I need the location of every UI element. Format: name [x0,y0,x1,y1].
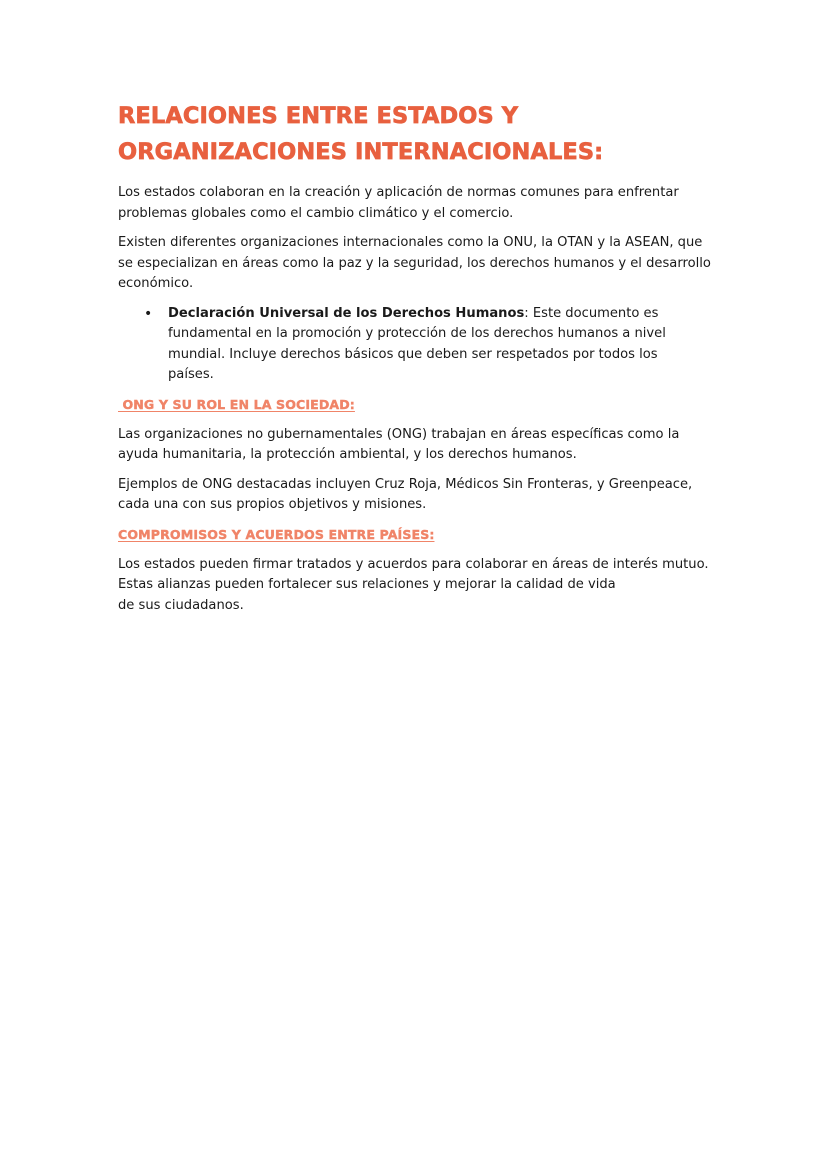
text-line: países. [168,367,214,382]
title-line-2: ORGANIZACIONES INTERNACIONALES: [118,139,604,165]
text-line: Los estados colaboran en la creación y aplicación de normas comunes para enfrentar [118,185,679,200]
ong-section-heading: ONG Y SU ROL EN LA SOCIEDAD: [118,396,355,412]
text-line: Ejemplos de ONG destacadas incluyen Cruz Roja, Médicos Sin Fronteras, y Greenpeace, [118,476,693,492]
text-line: ayuda humanitaria, la protección ambiental, y los derechos humanos. [118,447,577,462]
bullet-bold-term: Declaración Universal de los Derechos Humanos [168,305,525,321]
ong-paragraph-2 [118,475,718,516]
ong-paragraph-1 [118,425,718,466]
intro-paragraph-1 [118,183,718,224]
text-line: económico. [118,276,194,291]
text-line: Los estados pueden firmar tratados y acuerdos para colaborar en áreas de interés mutuo. [118,556,709,572]
text-line: Existen diferentes organizaciones internacionales como la ONU, la OTAN y la ASEAN, que [118,235,703,250]
bullet-marker: • [144,305,153,322]
bullet-text: : Este documento es [524,305,659,321]
text-line: se especializan en áreas como la paz y la seguridad, los derechos humanos y el desarrollo [118,255,711,271]
text-line: cada una con sus propios objetivos y misiones. [118,497,427,512]
text-line: de sus ciudadanos. [118,597,244,613]
acuerdos-section-heading: COMPROMISOS Y ACUERDOS ENTRE PAÍSES: [118,526,435,542]
text-line: fundamental en la promoción y protección de los derechos humanos a nivel [168,326,666,341]
bullet-list [118,304,718,386]
document-page [118,98,718,625]
text-line: mundial. Incluye derechos básicos que deben ser respetados por todos los [168,346,658,362]
text-line: Las organizaciones no gubernamentales (ONG) trabajan en áreas específicas como la [118,426,680,442]
page-title [118,98,718,170]
intro-paragraph-2 [118,233,718,295]
title-line-1: RELACIONES ENTRE ESTADOS Y [118,103,519,129]
acuerdos-paragraph-1 [118,555,718,617]
text-line [168,304,718,325]
text-line: Estas alianzas pueden fortalecer sus relaciones y mejorar la calidad de vida [118,577,616,592]
list-item [118,304,718,386]
text-line: problemas globales como el cambio climático y el comercio. [118,205,514,221]
